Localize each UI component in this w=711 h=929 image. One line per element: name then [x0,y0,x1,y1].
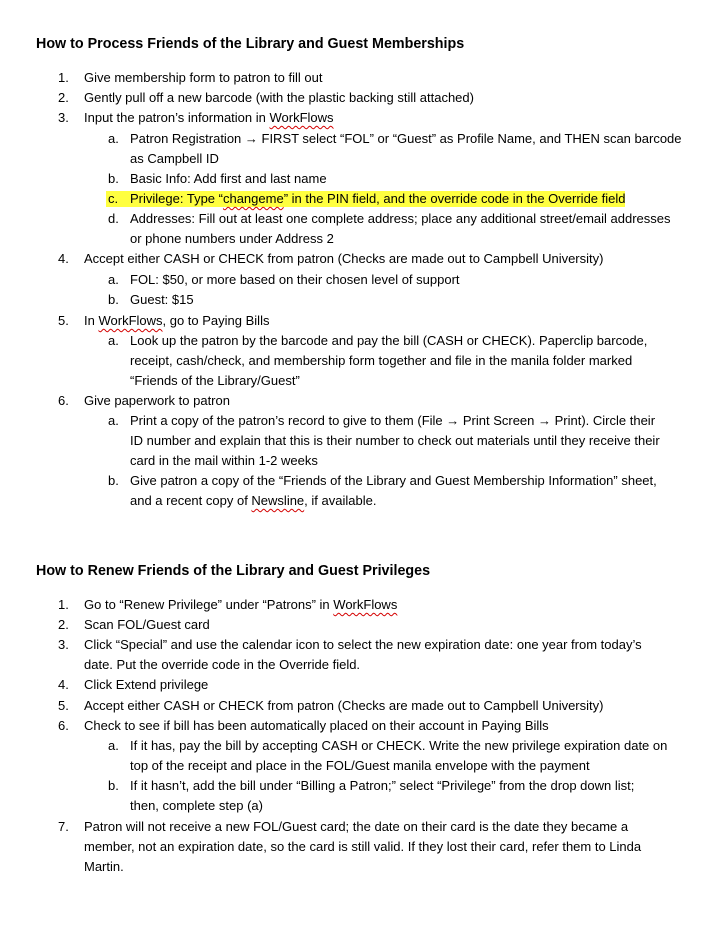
s1-item6b-line2: and a recent copy of Newsline, if available. [130,493,377,508]
s1-item6b-num: b. [108,473,119,488]
s1-item4b-num: b. [108,292,119,307]
s2-item5-num: 5. [58,698,69,713]
s1-item6a-line1: Print a copy of the patron’s record to give to them (File → Print Screen → Print). Circle their [130,413,656,428]
s2-item1-num: 1. [58,597,69,612]
s2-item6a-line2: top of the receipt and place in the FOL/Guest manila envelope with the payment [130,758,590,773]
s2-item2-text: Scan FOL/Guest card [84,617,210,632]
s1-item3b-line1: Basic Info: Add first and last name [130,171,327,186]
s1-item3a-num: a. [108,131,119,146]
s1-item5a-line2: receipt, cash/check, and membership form together and file in the manila folder marked [130,353,633,368]
spellcheck-word: WorkFlows [98,313,163,328]
s2-item7-num: 7. [58,819,69,834]
s1-item6b-line1: Give patron a copy of the “Friends of the Library and Guest Membership Information” sheet, [130,473,657,488]
s1-item4a-line1: FOL: $50, or more based on their chosen level of support [130,272,460,287]
s1-item6a-num: a. [108,413,119,428]
s1-item1-num: 1. [58,70,69,85]
s2-item6a-num: a. [108,738,119,753]
s2-item7-line3: Martin. [84,859,124,874]
s1-item3b-num: b. [108,171,119,186]
s1-item1-text: Give membership form to patron to fill out [84,70,323,85]
s1-item6-text: Give paperwork to patron [84,393,230,408]
spellcheck-word: WorkFlows [333,597,398,612]
s2-item3-line1: Click “Special” and use the calendar icon to select the new expiration date: one year from today’s [84,637,642,652]
s1-item3a-line2: as Campbell ID [130,151,219,166]
s2-item1-text: Go to “Renew Privilege” under “Patrons” in WorkFlows [84,597,398,612]
s1-item3d-line1: Addresses: Fill out at least one complete address; place any additional street/email addresses [130,211,671,226]
s1-item3a-line1: Patron Registration → FIRST select “FOL” or “Guest” as Profile Name, and THEN scan barcode [130,131,682,146]
s2-item3-line2: date. Put the override code in the Override field. [84,657,361,672]
s2-item2-num: 2. [58,617,69,632]
s2-item7-line1: Patron will not receive a new FOL/Guest card; the date on their card is the date they became a [84,819,629,834]
s1-item5-num: 5. [58,313,69,328]
s1-item3-text: Input the patron’s information in WorkFlows [84,110,334,125]
s1-item2-text: Gently pull off a new barcode (with the plastic backing still attached) [84,90,474,105]
s1-item6a-line3: card in the mail within 1-2 weeks [130,453,318,468]
s1-item6a-line2: ID number and explain that this is their number to check out materials until they receive their [130,433,660,448]
s1-item3-num: 3. [58,110,69,125]
spellcheck-word: changeme [222,191,284,206]
s1-item5a-line3: “Friends of the Library/Guest” [130,373,300,388]
s2-item4-num: 4. [58,677,69,692]
section1-title: How to Process Friends of the Library and Guest Memberships [36,36,465,52]
s2-item6-num: 6. [58,718,69,733]
s2-item6b-line1: If it hasn’t, add the bill under “Billing a Patron;” select “Privilege” from the drop down list; [130,778,635,793]
s2-item6-text: Check to see if bill has been automatically placed on their account in Paying Bills [84,718,549,733]
spellcheck-word: Newsline [251,493,305,508]
s2-item6b-line2: then, complete step (a) [130,798,263,813]
s1-item3d-num: d. [108,211,119,226]
s1-item3c-line1: Privilege: Type “changeme” in the PIN field, and the override code in the Override field [130,191,626,206]
s1-item4-text: Accept either CASH or CHECK from patron (Checks are made out to Campbell University) [84,251,604,266]
s1-item3d-line2: or phone numbers under Address 2 [130,231,334,246]
s1-item5a-num: a. [108,333,119,348]
spellcheck-word: WorkFlows [269,110,334,125]
s1-item5a-line1: Look up the patron by the barcode and pay the bill (CASH or CHECK). Paperclip barcode, [130,333,648,348]
s1-item4b-line1: Guest: $15 [130,292,194,307]
s2-item5-text: Accept either CASH or CHECK from patron (Checks are made out to Campbell University) [84,698,604,713]
s2-item4-text: Click Extend privilege [84,677,209,692]
s2-item6a-line1: If it has, pay the bill by accepting CASH or CHECK. Write the new privilege expiration date on [130,738,668,753]
section2-title: How to Renew Friends of the Library and Guest Privileges [36,563,431,579]
s1-item4a-num: a. [108,272,119,287]
s1-item4-num: 4. [58,251,69,266]
s1-item6-num: 6. [58,393,69,408]
s2-item6b-num: b. [108,778,119,793]
s2-item3-num: 3. [58,637,69,652]
s1-item2-num: 2. [58,90,69,105]
s1-item3c-num: c. [106,191,132,207]
s2-item7-line2: member, not an expiration date, so the card is still valid. If they lost their card, refer them to Linda [84,839,642,854]
s1-item5-text: In WorkFlows, go to Paying Bills [84,313,270,328]
